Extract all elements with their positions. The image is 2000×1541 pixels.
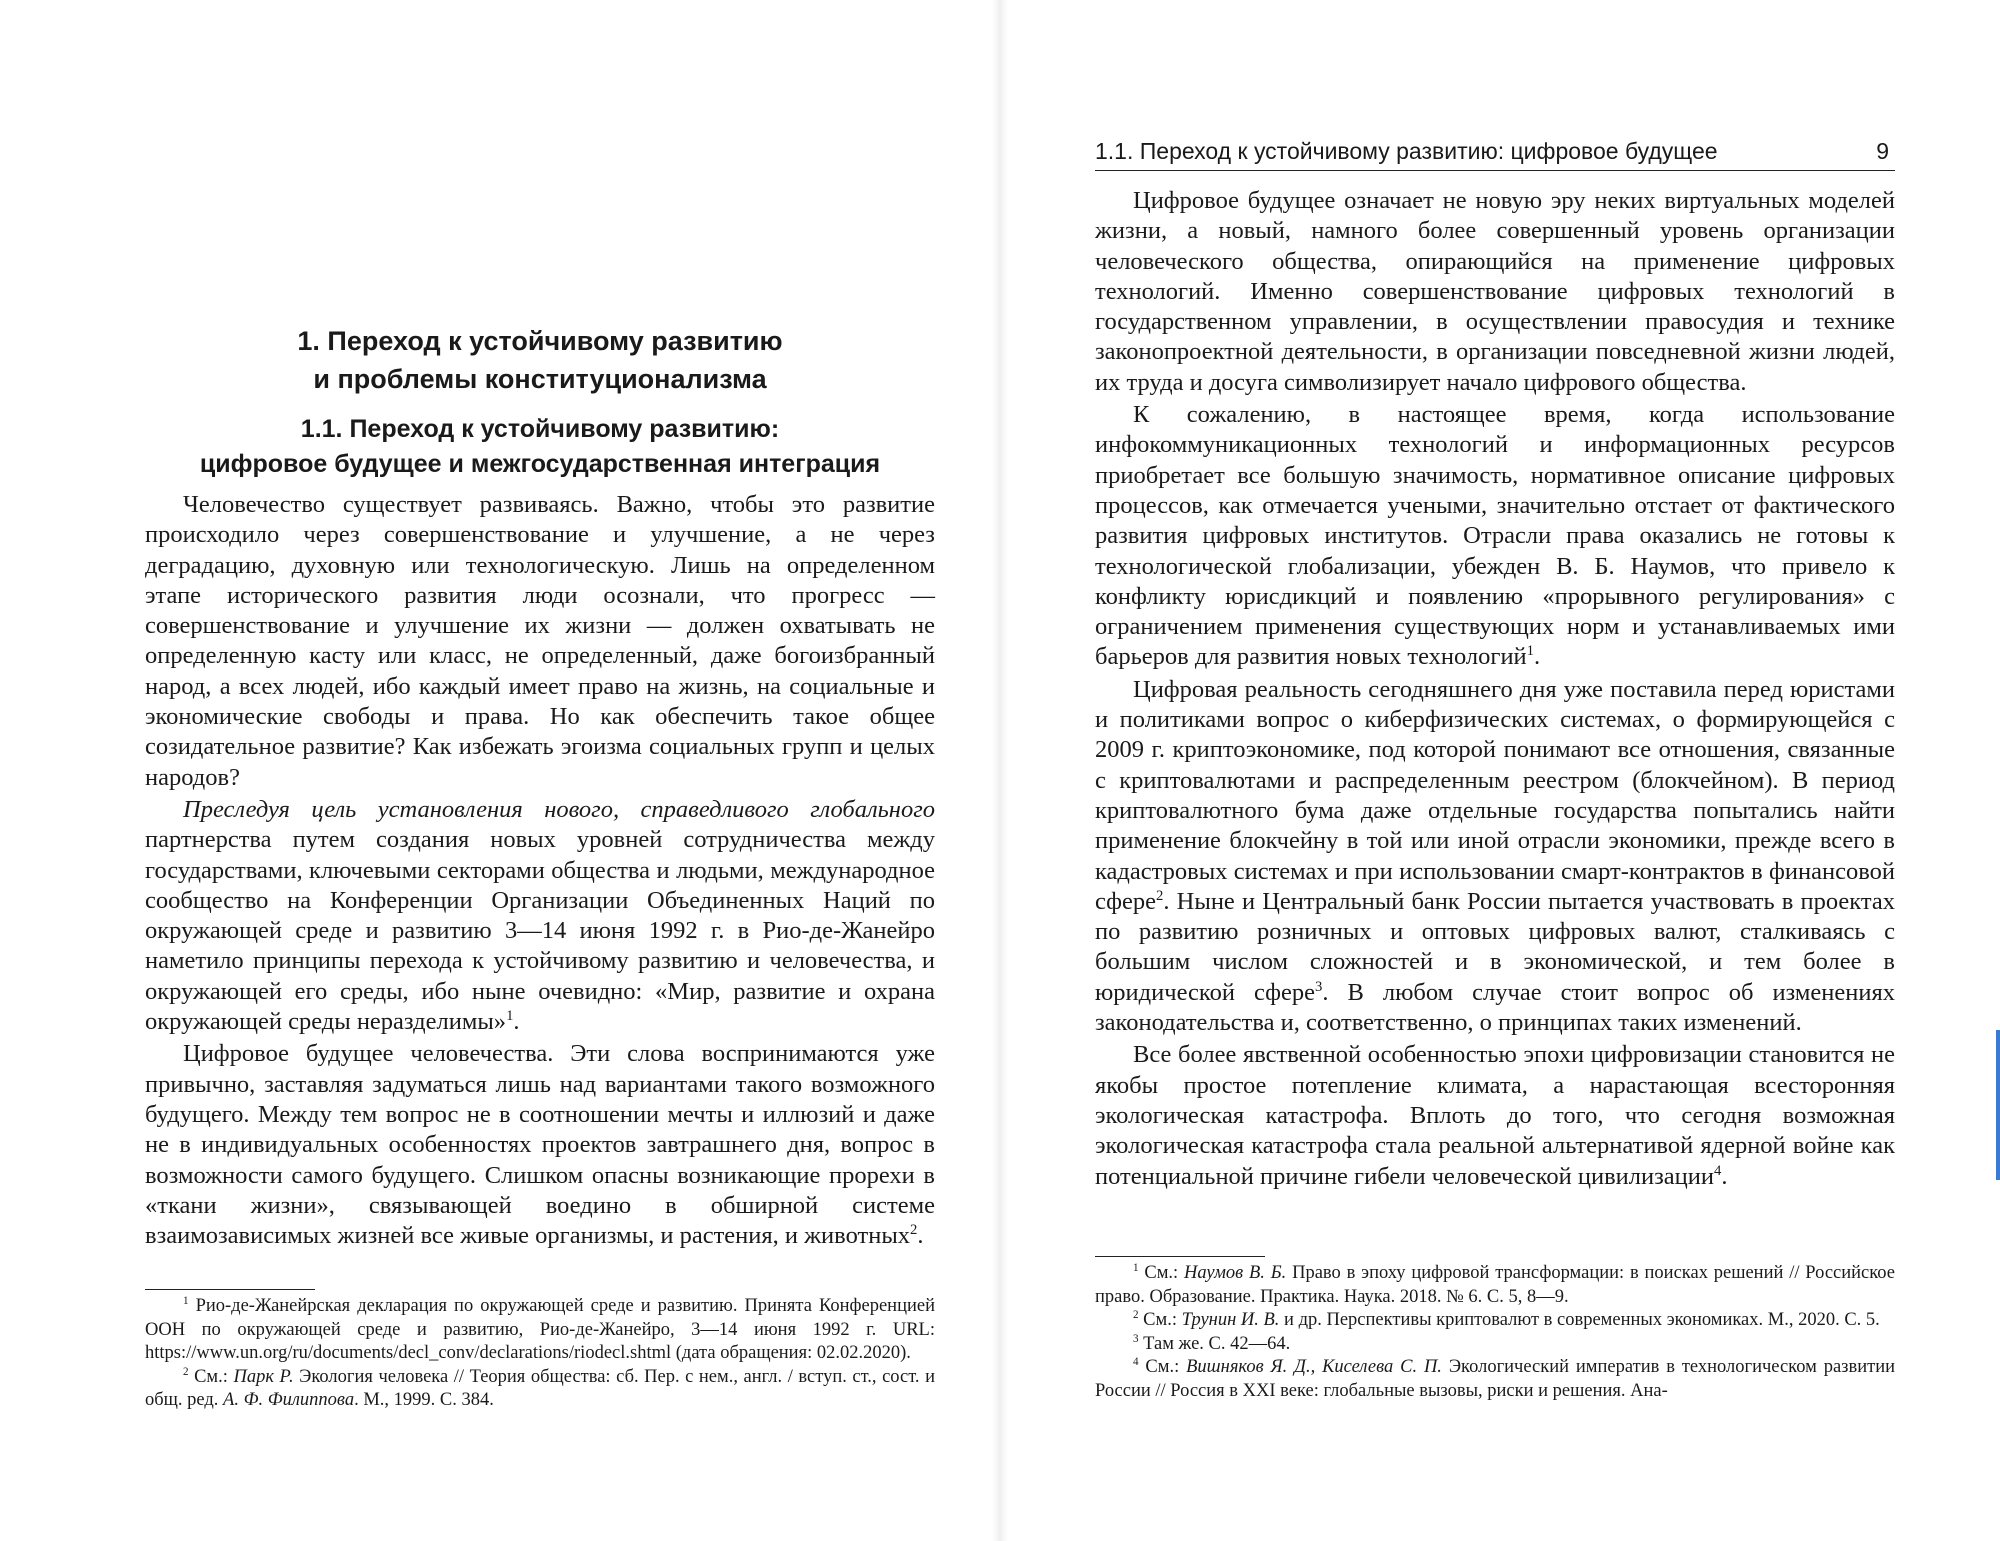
right-body-text	[1095, 186, 1895, 1192]
left-footnotes	[145, 1295, 935, 1413]
footnote-number: 1	[183, 1294, 189, 1307]
editor-name: А. Ф. Филиппова	[223, 1390, 355, 1410]
paragraph	[145, 1039, 935, 1251]
footnote	[145, 1295, 935, 1366]
running-head-title: 1.1. Переход к устойчивому развитию: цифровое будущее	[1095, 138, 1718, 164]
author-name: Наумов В. Б.	[1183, 1263, 1287, 1283]
text-run: Все более явственной особенностью эпохи цифровизации становится не якобы простое потепление климата, а нарастающая всесторонняя экологическая катастрофа. Вплоть до того, что сегодня возможная экологическая катастрофа стала реальной альтернативой ядерной войне как потенциальной причине гибели человеческой цивилизации	[1095, 1041, 1895, 1190]
paragraph	[1095, 1040, 1895, 1191]
footnote-ref[interactable]: 2	[1156, 887, 1164, 904]
text-run: .	[1534, 643, 1541, 671]
footnote-number: 4	[1133, 1355, 1139, 1368]
left-body-text	[145, 490, 935, 1251]
text-run: . Ныне и Центральный банк России пытается участвовать в проектах по развитию розничных и оптовых цифровых валют, сталкиваясь с большим числом сложностей и в экономической, и тем более в юридической сфере	[1095, 887, 1895, 1006]
paragraph	[1095, 675, 1895, 1039]
footnote-number: 1	[1133, 1261, 1139, 1274]
footnote-number: 2	[1133, 1308, 1139, 1321]
chapter-title-line-2: и проблемы конституционализма	[313, 364, 767, 394]
chapter-title-line-1: 1. Переход к устойчивому развитию	[297, 326, 783, 356]
text-run: .	[917, 1222, 924, 1250]
footnote-text: Рио-де-Жанейрская декларация по окружающей среде и развитию. Принята Конференцией ООН по окружающей среде и развитию, Рио-де-Жанейро, 3—14 июня 1992 г. URL: https://www.un.org/ru/documents/decl_conv/declarations/riodecl.shtml (дата обращения: 02.02.2020).	[145, 1296, 935, 1363]
page-number: 9	[1876, 138, 1889, 164]
section-title-line-1: 1.1. Переход к устойчивому развитию:	[300, 415, 780, 443]
page-edge-marker	[1996, 1030, 2000, 1180]
footnote	[145, 1366, 935, 1413]
text-run: См.:	[1138, 1310, 1182, 1330]
text-run: партнерства путем создания новых уровней сотрудничества между государствами, ключевыми секторами общества и людьми, международное сообщество на Конференции Организации Объединенных Наций по окружающей среде и развитию 3—14 июня 1992 г. в Рио-де-Жанейро наметило принципы перехода к устойчивому развитию и человечества, и окружающей его среды, ибо ныне очевидно: «Мир, развитие и охрана окружающей среды неразделимы»	[145, 826, 935, 1036]
text-run: Цифровая реальность сегодняшнего дня уже поставила перед юристами и политиками вопрос о киберфизических системах, о формирующейся с 2009 г. криптоэкономике, под которой понимают все отношения, связанные с криптовалютами и распределенным реестром (блокчейном). В период криптовалютного бума даже отдельные государства попытались найти применение блокчейну в той или иной отрасли экономики, прежде всего в кадастровых системах и при использовании смарт-контрактов в финансовой сфере	[1095, 675, 1895, 915]
author-name: Трунин И. В.	[1181, 1310, 1280, 1330]
footnote-divider	[1095, 1256, 1265, 1257]
text-run: См.:	[188, 1366, 234, 1387]
text-run: Экологический императив в технологическом развитии России // Россия в XXI веке: глобальные вызовы, риски и решения. Ана-	[1095, 1357, 1896, 1401]
paragraph: Человечество существует развиваясь. Важно, чтобы это развитие происходило через совершенствование и улучшение, а не через деградацию, духовную или технологическую. Лишь на определенном этапе исторического развития люди осознали, что прогресс — совершенствование и улучшение их жизни — должен охватывать не определенную касту или класс, не определенный, даже богоизбранный народ, а всех людей, ибо каждый имеет право на жизнь, на социальные и экономические свободы и права. Но как обеспечить такое общее созидательное развитие? Как избежать эгоизма социальных групп и целых народов?	[145, 491, 935, 791]
author-name: Парк Р.	[233, 1366, 294, 1387]
text-run: К сожалению, в настоящее время, когда использование инфокоммуникационных технологий и информационных ресурсов приобретает все большую значимость, нормативное описание цифровых процессов, как отмечается учеными, значительно отстает от фактического развития цифровых институтов. Отрасли права оказались не готовы к технологической глобализации, убежден В. Б. Наумов, что привело к конфликту юрисдикций и появлению «прорывного регулирования» с ограничением применения существующих норм и устанавливаемых ими барьеров для развития новых технологий	[1095, 401, 1895, 671]
footnote	[1095, 1333, 1895, 1357]
footnote	[1095, 1309, 1895, 1333]
right-footnotes	[1095, 1262, 1895, 1403]
footnote-ref[interactable]: 1	[506, 1007, 514, 1024]
author-name: Вишняков Я. Д., Киселева С. П.	[1186, 1357, 1442, 1377]
text-run: .	[1721, 1162, 1728, 1190]
footnote-ref[interactable]: 4	[1714, 1162, 1722, 1179]
footnote	[1095, 1262, 1895, 1309]
text-run: . В любом случае стоит вопрос об изменениях законодательства и, соответственно, о принципах таких изменений.	[1095, 978, 1895, 1037]
chapter-heading-block	[145, 322, 935, 482]
footnote	[1095, 1356, 1895, 1403]
section-title-line-2: цифровое будущее и межгосударственная интеграция	[199, 450, 881, 478]
text-run: Право в эпоху цифровой трансформации: в поисках решений // Российское право. Образование. Практика. Наука. 2018. № 6. С. 5, 8—9.	[1095, 1263, 1895, 1307]
paragraph	[1095, 400, 1895, 673]
section-title	[145, 412, 935, 482]
footnote-text: Там же. С. 42—64.	[1138, 1333, 1291, 1354]
text-run: См.:	[1138, 1263, 1184, 1283]
paragraph	[145, 795, 935, 1037]
footnote-divider	[145, 1289, 315, 1290]
footnote-ref[interactable]: 2	[910, 1221, 918, 1238]
footnote-ref[interactable]: 3	[1315, 978, 1323, 995]
chapter-title	[145, 322, 935, 398]
italic-text: Преследуя цель установления нового, справедливого глобального	[183, 795, 935, 823]
text-run: .	[513, 1008, 520, 1036]
paragraph: Цифровое будущее означает не новую эру неких виртуальных моделей жизни, а новый, намного более совершенный уровень организации человеческого общества, опирающийся на применение цифровых технологий. Именно совершенствование цифровых технологий в государственном управлении, в осуществлении правосудия и технике законопроектной деятельности, в организации повседневной жизни людей, их труда и досуга символизирует начало цифрового общества.	[1095, 187, 1895, 396]
text-run: См.:	[1138, 1357, 1187, 1377]
text-run: и др. Перспективы криптовалют в современных экономиках. М., 2020. С. 5.	[1279, 1310, 1880, 1330]
text-run: Цифровое будущее человечества. Эти слова воспринимаются уже привычно, заставляя задуматься лишь над вариантами такого возможного будущего. Между тем вопрос не в соотношении мечты и иллюзий и даже не в индивидуальных особенностях проектов завтрашнего дня, вопрос в возможности самого будущего. Слишком опасны возникающие прорехи в «ткани жизни», связывающей воедино в обширной системе взаимозависимых жизней все живые организмы, и растения, и животных	[145, 1040, 935, 1250]
text-run: . М., 1999. С. 384.	[354, 1390, 494, 1410]
footnote-number: 2	[183, 1365, 189, 1378]
footnote-number: 3	[1133, 1332, 1139, 1345]
text-run: Экология человека // Теория общества: сб. Пер. с нем., англ. / вступ. ст., сост. и общ. ред.	[145, 1366, 935, 1410]
running-head	[1095, 136, 1895, 171]
footnote-ref[interactable]: 1	[1526, 643, 1535, 660]
